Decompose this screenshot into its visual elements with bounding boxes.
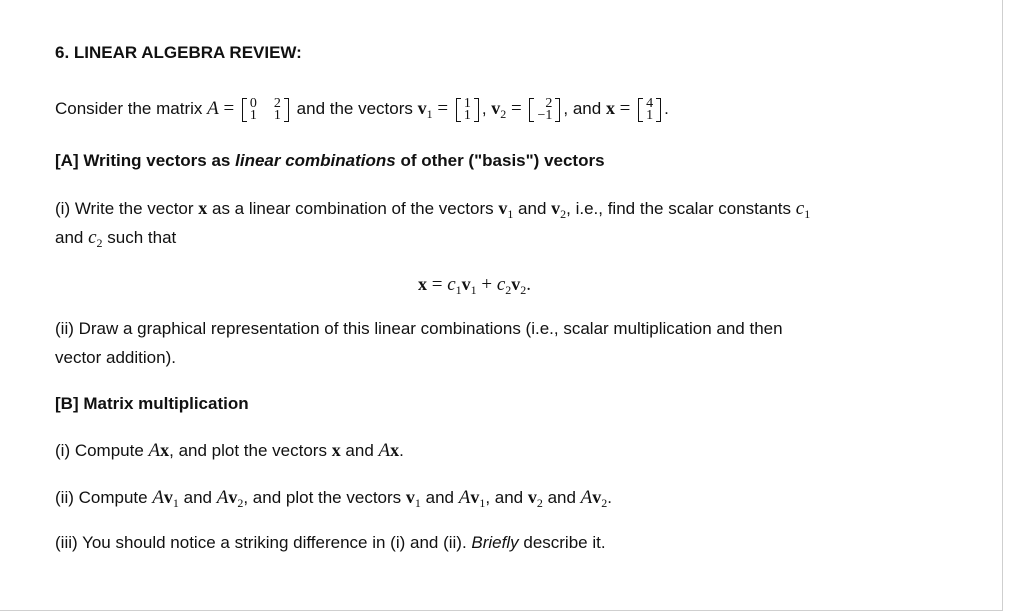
equals-sign: = bbox=[619, 98, 631, 119]
text: , and plot the vectors bbox=[243, 488, 406, 507]
x-symbol: x bbox=[160, 440, 170, 460]
matrix-symbol: A bbox=[148, 440, 161, 461]
matrix-cell: 2 bbox=[273, 95, 281, 111]
v2-symbol: v bbox=[228, 487, 238, 507]
text: . bbox=[399, 441, 404, 460]
subscript: 1 bbox=[455, 283, 462, 297]
text: (iii) You should notice a striking difference in (i) and (ii). bbox=[55, 533, 472, 552]
x-symbol: x bbox=[331, 440, 341, 460]
vector-cell: −1 bbox=[537, 107, 553, 123]
vector-cell: 1 bbox=[646, 107, 654, 123]
text: and bbox=[340, 441, 379, 460]
section-a-ii-line2: vector addition). bbox=[55, 348, 176, 367]
section-a-label-rest: of other ("basis") vectors bbox=[395, 151, 605, 170]
v1-symbol: v bbox=[163, 487, 173, 507]
equals-sign: = bbox=[511, 98, 522, 119]
x-symbol: x bbox=[198, 198, 208, 218]
text: as a linear combination of the vectors bbox=[207, 199, 499, 218]
text: , and bbox=[485, 488, 528, 507]
subscript: 2 bbox=[601, 496, 608, 510]
vector-v2 bbox=[529, 95, 560, 123]
text: and bbox=[178, 488, 217, 507]
section-a-i-line1 bbox=[55, 197, 810, 225]
vector-cell: 1 bbox=[463, 107, 471, 123]
subscript: 2 bbox=[520, 283, 527, 297]
subscript: 2 bbox=[505, 283, 512, 297]
subscript: 1 bbox=[479, 496, 486, 510]
c2-symbol: c bbox=[496, 274, 506, 295]
v1-symbol: v bbox=[470, 487, 480, 507]
matrix-symbol: A bbox=[458, 487, 471, 508]
v2-symbol: v bbox=[592, 487, 602, 507]
equals-sign: = bbox=[437, 98, 449, 119]
text: describe it. bbox=[518, 533, 606, 552]
section-b-iii bbox=[55, 532, 606, 554]
matrix-symbol: A bbox=[216, 487, 229, 508]
section-a-i-line2 bbox=[55, 227, 176, 254]
subscript: 2 bbox=[237, 496, 244, 510]
text: and bbox=[542, 488, 581, 507]
section-a-label: [A] Writing vectors as bbox=[55, 151, 236, 170]
subscript: 1 bbox=[414, 496, 421, 510]
section-b-i bbox=[55, 439, 404, 462]
equals-sign: = bbox=[223, 98, 235, 119]
matrix-cell: 1 bbox=[249, 107, 257, 123]
matrix-cell: 0 bbox=[249, 95, 257, 111]
intro-connector: and the vectors bbox=[296, 99, 413, 118]
v1-symbol: v bbox=[405, 487, 415, 507]
section-a-heading bbox=[55, 150, 605, 172]
text: and bbox=[420, 488, 459, 507]
intro-line: Consider the matrix A = 0 2 1 1 and the vectors $v_1$ = 1 1 , $v_2$ = 2 −1 , and x = 4 1 . bbox=[55, 95, 669, 123]
section-b-ii bbox=[55, 486, 612, 514]
v2-symbol: v bbox=[491, 98, 501, 118]
v2-subscript: 2 bbox=[500, 107, 507, 121]
text: , i.e., find the scalar constants bbox=[566, 199, 796, 218]
problem-title: 6. LINEAR ALGEBRA REVIEW: bbox=[55, 43, 302, 62]
x-symbol: x bbox=[390, 440, 400, 460]
matrix-a bbox=[242, 95, 289, 123]
matrix-symbol: A bbox=[152, 487, 164, 508]
text: (i) Write the vector bbox=[55, 199, 199, 218]
intro-lead: Consider the matrix bbox=[55, 99, 203, 118]
subscript: 1 bbox=[507, 207, 514, 221]
v2-symbol: v bbox=[511, 274, 521, 294]
intro-end: . bbox=[664, 99, 669, 118]
italic-text: Briefly bbox=[471, 533, 519, 552]
text: (ii) Compute bbox=[55, 488, 153, 507]
equals-sign: = bbox=[431, 274, 443, 295]
text: . bbox=[607, 488, 613, 507]
subscript: 2 bbox=[560, 207, 567, 221]
subscript: 1 bbox=[470, 283, 477, 297]
matrix-symbol: A bbox=[580, 487, 593, 508]
matrix-symbol: A bbox=[207, 98, 219, 119]
v1-symbol: v bbox=[498, 198, 508, 218]
v2-symbol: v bbox=[527, 487, 537, 507]
x-symbol: x bbox=[605, 98, 615, 118]
subscript: 2 bbox=[96, 236, 103, 250]
vector-cell: 4 bbox=[646, 95, 654, 111]
section-a-label-italic: linear combinations bbox=[235, 151, 396, 170]
v1-subscript: 1 bbox=[426, 107, 433, 121]
vector-v1 bbox=[456, 95, 479, 123]
v2-symbol: v bbox=[551, 198, 561, 218]
matrix-cell: 1 bbox=[273, 107, 281, 123]
text: , and plot the vectors bbox=[169, 441, 332, 460]
vector-cell: 1 bbox=[463, 95, 471, 111]
plus-sign: + bbox=[481, 274, 493, 295]
c1-symbol: c bbox=[447, 274, 456, 295]
linear-combination-equation bbox=[418, 273, 531, 301]
text: (i) Compute bbox=[55, 441, 149, 460]
subscript: 2 bbox=[536, 496, 543, 510]
text: such that bbox=[102, 228, 177, 247]
x-symbol: x bbox=[418, 274, 427, 294]
matrix-symbol: A bbox=[378, 440, 391, 461]
subscript: 1 bbox=[804, 207, 811, 221]
vector-cell: 2 bbox=[545, 95, 553, 111]
text: and bbox=[55, 228, 89, 247]
v1-symbol: v bbox=[461, 274, 471, 294]
c1-symbol: c bbox=[795, 198, 805, 219]
period: . bbox=[526, 274, 531, 295]
v1-symbol: v bbox=[417, 98, 427, 118]
text: and bbox=[513, 199, 552, 218]
section-a-ii-line1: (ii) Draw a graphical representation of this linear combinations (i.e., scalar multiplication and then bbox=[55, 319, 783, 338]
vector-x bbox=[638, 95, 661, 123]
intro-and-x: , and bbox=[563, 99, 602, 118]
c2-symbol: c bbox=[88, 227, 97, 248]
subscript: 1 bbox=[172, 496, 179, 510]
section-b-heading: [B] Matrix multiplication bbox=[55, 394, 249, 413]
